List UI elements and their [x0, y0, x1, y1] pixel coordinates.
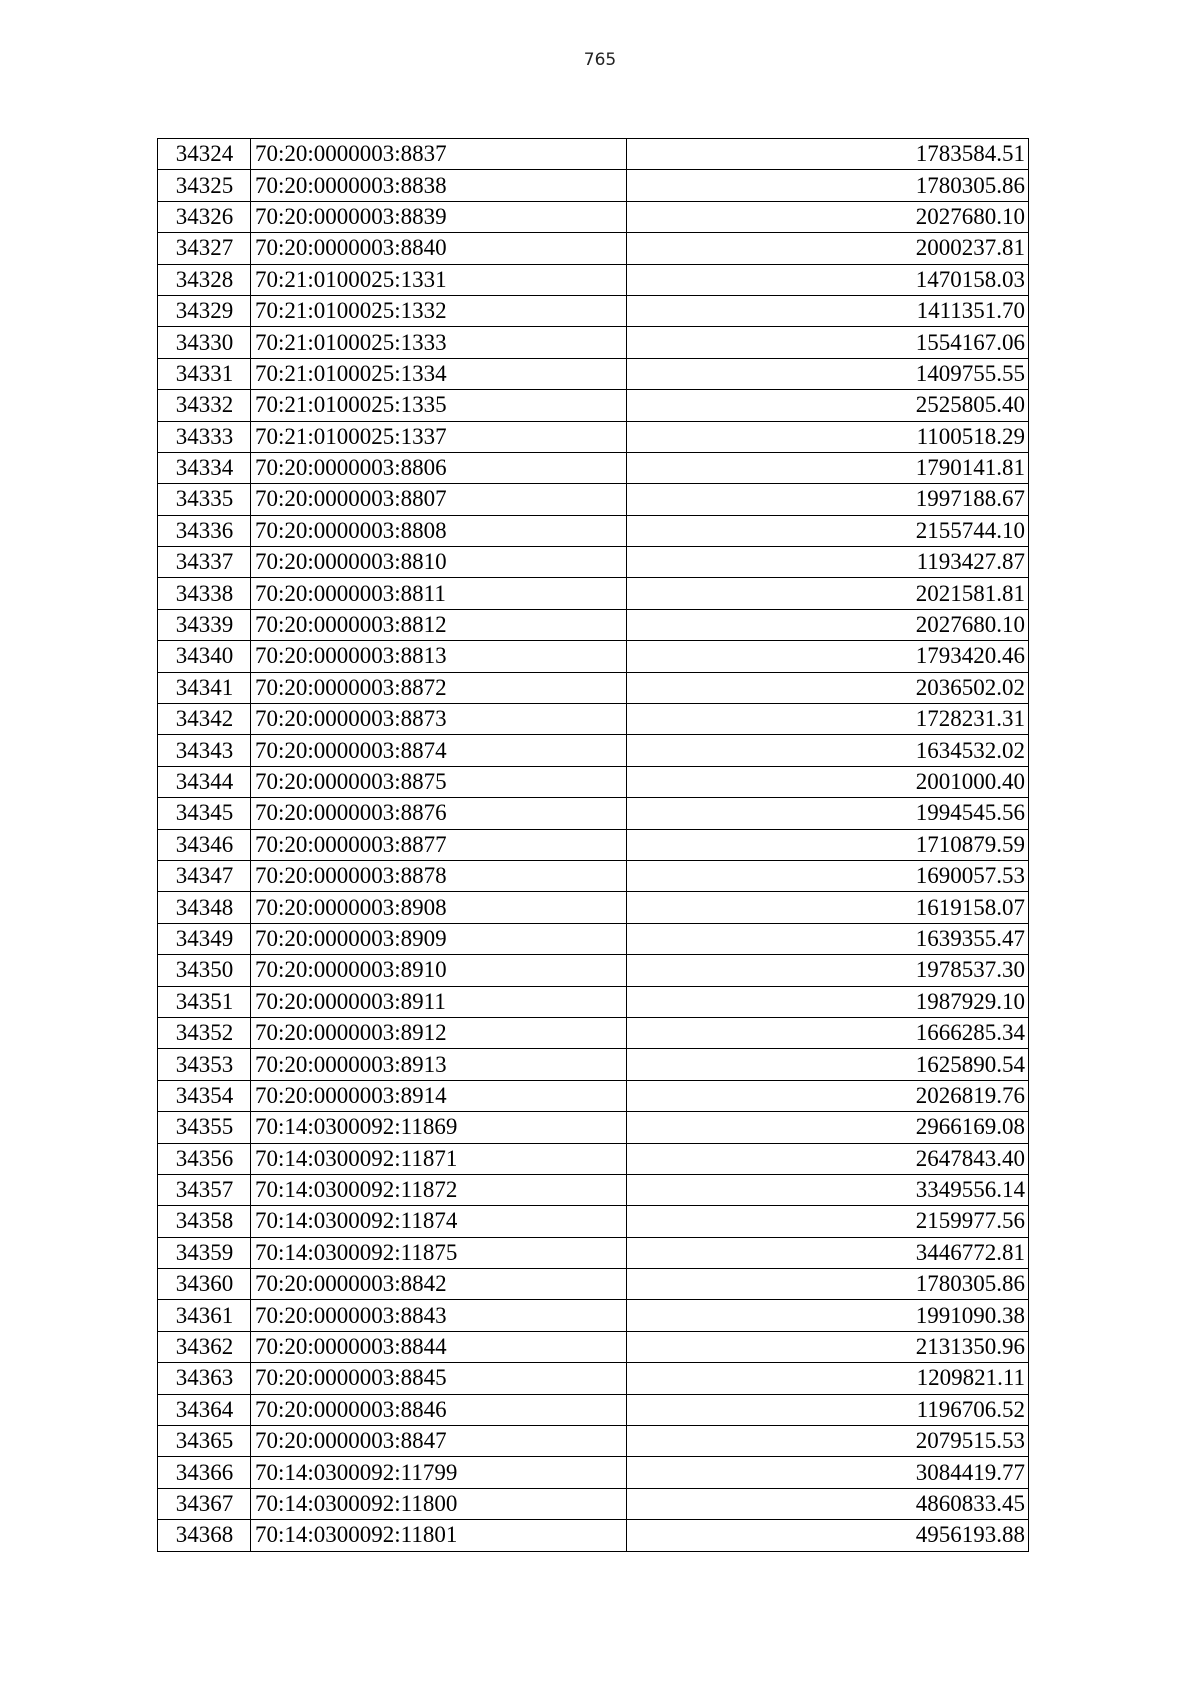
table-row	[158, 860, 1029, 891]
value-cell: 1209821.11	[627, 1363, 1029, 1394]
page-number: 765	[583, 50, 617, 70]
row-number-cell: 34344	[158, 766, 251, 797]
row-number-cell: 34328	[158, 264, 251, 295]
value-cell: 1991090.38	[627, 1300, 1029, 1331]
table-row	[158, 986, 1029, 1017]
cadastral-number-cell: 70:20:0000003:8878	[251, 860, 627, 891]
cadastral-number-cell: 70:20:0000003:8877	[251, 829, 627, 860]
cadastral-number-cell: 70:20:0000003:8806	[251, 452, 627, 483]
row-number-cell: 34340	[158, 641, 251, 672]
table-row	[158, 672, 1029, 703]
value-cell: 1978537.30	[627, 955, 1029, 986]
table-row	[158, 704, 1029, 735]
cadastral-number-cell: 70:14:0300092:11871	[251, 1143, 627, 1174]
value-cell: 1639355.47	[627, 923, 1029, 954]
table-row	[158, 1174, 1029, 1205]
table-row	[158, 201, 1029, 232]
table-row	[158, 923, 1029, 954]
cadastral-number-cell: 70:20:0000003:8837	[251, 139, 627, 170]
value-cell: 3349556.14	[627, 1174, 1029, 1205]
value-cell: 2027680.10	[627, 201, 1029, 232]
table-row	[158, 1426, 1029, 1457]
cadastral-number-cell: 70:20:0000003:8875	[251, 766, 627, 797]
row-number-cell: 34353	[158, 1049, 251, 1080]
value-cell: 1409755.55	[627, 358, 1029, 389]
table-row	[158, 1143, 1029, 1174]
row-number-cell: 34336	[158, 515, 251, 546]
table-row	[158, 1457, 1029, 1488]
table-row	[158, 295, 1029, 326]
table-row	[158, 641, 1029, 672]
cadastral-number-cell: 70:20:0000003:8910	[251, 955, 627, 986]
cadastral-number-cell: 70:20:0000003:8876	[251, 798, 627, 829]
cadastral-number-cell: 70:14:0300092:11874	[251, 1206, 627, 1237]
value-cell: 4860833.45	[627, 1488, 1029, 1519]
table-row	[158, 547, 1029, 578]
cadastral-number-cell: 70:20:0000003:8842	[251, 1269, 627, 1300]
cadastral-number-cell: 70:20:0000003:8843	[251, 1300, 627, 1331]
table-row	[158, 1488, 1029, 1519]
value-cell: 2001000.40	[627, 766, 1029, 797]
table-row	[158, 1206, 1029, 1237]
table-row	[158, 609, 1029, 640]
row-number-cell: 34329	[158, 295, 251, 326]
row-number-cell: 34356	[158, 1143, 251, 1174]
cadastral-number-cell: 70:20:0000003:8847	[251, 1426, 627, 1457]
value-cell: 2155744.10	[627, 515, 1029, 546]
row-number-cell: 34351	[158, 986, 251, 1017]
value-cell: 3446772.81	[627, 1237, 1029, 1268]
cadastral-number-cell: 70:20:0000003:8908	[251, 892, 627, 923]
value-cell: 4956193.88	[627, 1520, 1029, 1551]
table-row	[158, 1049, 1029, 1080]
cadastral-number-cell: 70:20:0000003:8808	[251, 515, 627, 546]
cadastral-number-cell: 70:14:0300092:11875	[251, 1237, 627, 1268]
cadastral-number-cell: 70:14:0300092:11872	[251, 1174, 627, 1205]
table-row	[158, 892, 1029, 923]
cadastral-number-cell: 70:21:0100025:1331	[251, 264, 627, 295]
row-number-cell: 34331	[158, 358, 251, 389]
value-cell: 1728231.31	[627, 704, 1029, 735]
row-number-cell: 34341	[158, 672, 251, 703]
cadastral-number-cell: 70:20:0000003:8874	[251, 735, 627, 766]
row-number-cell: 34348	[158, 892, 251, 923]
table-row	[158, 421, 1029, 452]
row-number-cell: 34352	[158, 1017, 251, 1048]
row-number-cell: 34345	[158, 798, 251, 829]
row-number-cell: 34324	[158, 139, 251, 170]
value-cell: 2000237.81	[627, 233, 1029, 264]
table-row	[158, 766, 1029, 797]
table-row	[158, 484, 1029, 515]
registry-table	[157, 138, 1029, 1552]
cadastral-number-cell: 70:20:0000003:8812	[251, 609, 627, 640]
cadastral-number-cell: 70:20:0000003:8811	[251, 578, 627, 609]
value-cell: 2027680.10	[627, 609, 1029, 640]
table-row	[158, 1363, 1029, 1394]
row-number-cell: 34333	[158, 421, 251, 452]
table-row	[158, 1237, 1029, 1268]
cadastral-number-cell: 70:20:0000003:8838	[251, 170, 627, 201]
row-number-cell: 34366	[158, 1457, 251, 1488]
row-number-cell: 34326	[158, 201, 251, 232]
table-row	[158, 1017, 1029, 1048]
cadastral-number-cell: 70:21:0100025:1334	[251, 358, 627, 389]
row-number-cell: 34365	[158, 1426, 251, 1457]
cadastral-number-cell: 70:21:0100025:1332	[251, 295, 627, 326]
registry-table-body	[158, 139, 1029, 1552]
cadastral-number-cell: 70:20:0000003:8810	[251, 547, 627, 578]
value-cell: 2026819.76	[627, 1080, 1029, 1111]
value-cell: 1997188.67	[627, 484, 1029, 515]
table-row	[158, 1394, 1029, 1425]
table-row	[158, 955, 1029, 986]
value-cell: 1793420.46	[627, 641, 1029, 672]
cadastral-number-cell: 70:20:0000003:8912	[251, 1017, 627, 1048]
cadastral-number-cell: 70:14:0300092:11869	[251, 1112, 627, 1143]
row-number-cell: 34347	[158, 860, 251, 891]
table-row	[158, 578, 1029, 609]
row-number-cell: 34339	[158, 609, 251, 640]
value-cell: 1625890.54	[627, 1049, 1029, 1080]
table-row	[158, 390, 1029, 421]
row-number-cell: 34332	[158, 390, 251, 421]
row-number-cell: 34364	[158, 1394, 251, 1425]
table-row	[158, 735, 1029, 766]
cadastral-number-cell: 70:14:0300092:11799	[251, 1457, 627, 1488]
value-cell: 1634532.02	[627, 735, 1029, 766]
row-number-cell: 34358	[158, 1206, 251, 1237]
cadastral-number-cell: 70:20:0000003:8911	[251, 986, 627, 1017]
value-cell: 1193427.87	[627, 547, 1029, 578]
cadastral-number-cell: 70:14:0300092:11801	[251, 1520, 627, 1551]
row-number-cell: 34357	[158, 1174, 251, 1205]
value-cell: 1690057.53	[627, 860, 1029, 891]
row-number-cell: 34335	[158, 484, 251, 515]
row-number-cell: 34359	[158, 1237, 251, 1268]
row-number-cell: 34342	[158, 704, 251, 735]
row-number-cell: 34337	[158, 547, 251, 578]
table-row	[158, 327, 1029, 358]
row-number-cell: 34338	[158, 578, 251, 609]
table-row	[158, 264, 1029, 295]
table-row	[158, 515, 1029, 546]
value-cell: 2966169.08	[627, 1112, 1029, 1143]
cadastral-number-cell: 70:21:0100025:1335	[251, 390, 627, 421]
table-row	[158, 798, 1029, 829]
table-row	[158, 1331, 1029, 1362]
row-number-cell: 34355	[158, 1112, 251, 1143]
table-row	[158, 452, 1029, 483]
cadastral-number-cell: 70:20:0000003:8846	[251, 1394, 627, 1425]
cadastral-number-cell: 70:20:0000003:8909	[251, 923, 627, 954]
table-row	[158, 1080, 1029, 1111]
table-row	[158, 170, 1029, 201]
value-cell: 1994545.56	[627, 798, 1029, 829]
cadastral-number-cell: 70:20:0000003:8844	[251, 1331, 627, 1362]
value-cell: 1196706.52	[627, 1394, 1029, 1425]
cadastral-number-cell: 70:20:0000003:8913	[251, 1049, 627, 1080]
value-cell: 1987929.10	[627, 986, 1029, 1017]
value-cell: 2036502.02	[627, 672, 1029, 703]
cadastral-number-cell: 70:21:0100025:1337	[251, 421, 627, 452]
value-cell: 1710879.59	[627, 829, 1029, 860]
value-cell: 2131350.96	[627, 1331, 1029, 1362]
table-row	[158, 1520, 1029, 1551]
table-row	[158, 233, 1029, 264]
cadastral-number-cell: 70:20:0000003:8845	[251, 1363, 627, 1394]
cadastral-number-cell: 70:20:0000003:8839	[251, 201, 627, 232]
cadastral-number-cell: 70:20:0000003:8813	[251, 641, 627, 672]
table-row	[158, 358, 1029, 389]
row-number-cell: 34350	[158, 955, 251, 986]
value-cell: 1790141.81	[627, 452, 1029, 483]
table-row	[158, 1300, 1029, 1331]
value-cell: 1554167.06	[627, 327, 1029, 358]
table-row	[158, 1112, 1029, 1143]
value-cell: 2647843.40	[627, 1143, 1029, 1174]
value-cell: 2525805.40	[627, 390, 1029, 421]
cadastral-number-cell: 70:20:0000003:8840	[251, 233, 627, 264]
cadastral-number-cell: 70:21:0100025:1333	[251, 327, 627, 358]
row-number-cell: 34334	[158, 452, 251, 483]
row-number-cell: 34325	[158, 170, 251, 201]
row-number-cell: 34349	[158, 923, 251, 954]
value-cell: 1470158.03	[627, 264, 1029, 295]
value-cell: 2079515.53	[627, 1426, 1029, 1457]
value-cell: 1411351.70	[627, 295, 1029, 326]
cadastral-number-cell: 70:20:0000003:8914	[251, 1080, 627, 1111]
value-cell: 1780305.86	[627, 170, 1029, 201]
row-number-cell: 34368	[158, 1520, 251, 1551]
value-cell: 1666285.34	[627, 1017, 1029, 1048]
value-cell: 3084419.77	[627, 1457, 1029, 1488]
value-cell: 2021581.81	[627, 578, 1029, 609]
row-number-cell: 34354	[158, 1080, 251, 1111]
cadastral-number-cell: 70:20:0000003:8872	[251, 672, 627, 703]
table-row	[158, 1269, 1029, 1300]
row-number-cell: 34363	[158, 1363, 251, 1394]
value-cell: 1100518.29	[627, 421, 1029, 452]
cadastral-number-cell: 70:20:0000003:8807	[251, 484, 627, 515]
table-row	[158, 829, 1029, 860]
row-number-cell: 34346	[158, 829, 251, 860]
cadastral-number-cell: 70:14:0300092:11800	[251, 1488, 627, 1519]
table-row	[158, 139, 1029, 170]
row-number-cell: 34360	[158, 1269, 251, 1300]
row-number-cell: 34367	[158, 1488, 251, 1519]
row-number-cell: 34330	[158, 327, 251, 358]
value-cell: 1619158.07	[627, 892, 1029, 923]
value-cell: 1783584.51	[627, 139, 1029, 170]
cadastral-number-cell: 70:20:0000003:8873	[251, 704, 627, 735]
row-number-cell: 34343	[158, 735, 251, 766]
value-cell: 1780305.86	[627, 1269, 1029, 1300]
row-number-cell: 34327	[158, 233, 251, 264]
row-number-cell: 34361	[158, 1300, 251, 1331]
row-number-cell: 34362	[158, 1331, 251, 1362]
value-cell: 2159977.56	[627, 1206, 1029, 1237]
